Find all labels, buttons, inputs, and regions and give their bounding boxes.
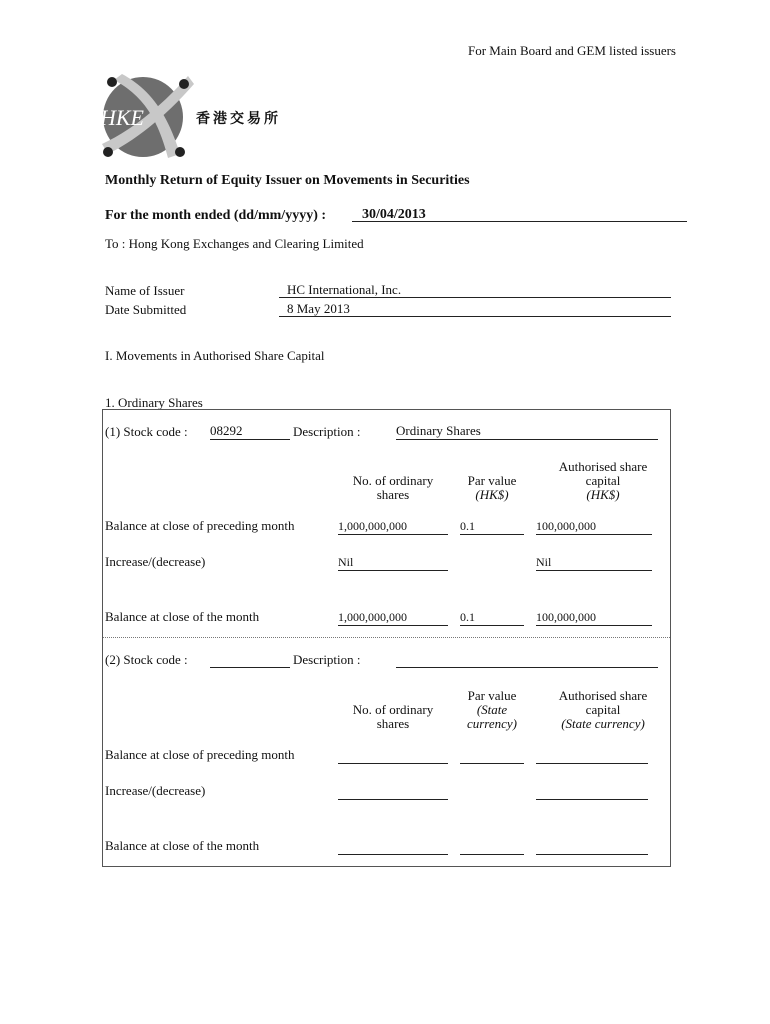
- row-label-increase-1: Increase/(decrease): [105, 554, 206, 569]
- recipient-line: To : Hong Kong Exchanges and Clearing Limited: [105, 236, 364, 251]
- col-header-par-2: [456, 689, 528, 731]
- cell-capital-increase-1[interactable]: Nil: [536, 555, 652, 571]
- col-header-shares-1-line1: No. of ordinary: [352, 473, 434, 488]
- logo-chinese-text: 香港交易所: [196, 112, 281, 127]
- col-header-shares-1: [335, 474, 451, 502]
- col-header-par-1-line2: (HK$): [475, 487, 509, 502]
- cell-shares-close-2[interactable]: [338, 839, 448, 855]
- col-header-shares-1-line2: shares: [376, 487, 410, 502]
- row-label-close-1: Balance at close of the month: [105, 609, 260, 624]
- col-header-capital-1-line1: Authorised share: [558, 459, 648, 474]
- section-heading: I. Movements in Authorised Share Capital: [105, 348, 325, 363]
- date-submitted-field[interactable]: 8 May 2013: [279, 301, 671, 317]
- col-header-capital-2-line2: capital: [585, 702, 621, 717]
- cell-capital-preceding-1[interactable]: 100,000,000: [536, 519, 652, 535]
- description-label-1: Description :: [293, 424, 361, 439]
- cell-par-close-2[interactable]: [460, 839, 524, 855]
- col-header-capital-2-line1: Authorised share: [558, 688, 648, 703]
- cell-shares-preceding-1[interactable]: 1,000,000,000: [338, 519, 448, 535]
- issuer-name-label: Name of Issuer: [105, 283, 185, 298]
- subsection-heading: 1. Ordinary Shares: [105, 395, 203, 410]
- description-field-1[interactable]: Ordinary Shares: [396, 423, 658, 440]
- col-header-par-2-line3: currency): [466, 716, 518, 731]
- cell-par-close-1[interactable]: 0.1: [460, 610, 524, 626]
- date-submitted-label: Date Submitted: [105, 302, 187, 317]
- row-label-increase-2: Increase/(decrease): [105, 783, 206, 798]
- cell-capital-close-1[interactable]: 100,000,000: [536, 610, 652, 626]
- cell-capital-increase-2[interactable]: [536, 784, 648, 800]
- col-header-capital-1-line3: (HK$): [586, 487, 620, 502]
- col-header-par-2-line1: Par value: [467, 688, 517, 703]
- col-header-shares-2-line1: No. of ordinary: [352, 702, 434, 717]
- listing-note: For Main Board and GEM listed issuers: [468, 43, 676, 58]
- month-ended-label: For the month ended (dd/mm/yyyy) :: [105, 208, 327, 223]
- cell-shares-preceding-2[interactable]: [338, 748, 448, 764]
- row-label-preceding-1: Balance at close of preceding month: [105, 518, 295, 533]
- cell-shares-close-1[interactable]: 1,000,000,000: [338, 610, 448, 626]
- stock-code-field-1[interactable]: 08292: [210, 423, 290, 440]
- month-ended-field[interactable]: 30/04/2013: [352, 207, 687, 222]
- col-header-par-1-line1: Par value: [467, 473, 517, 488]
- cell-capital-preceding-2[interactable]: [536, 748, 648, 764]
- col-header-shares-2-line2: shares: [376, 716, 410, 731]
- cell-shares-increase-1[interactable]: Nil: [338, 555, 448, 571]
- description-field-2[interactable]: [396, 651, 658, 668]
- col-header-shares-2: [335, 703, 451, 731]
- form-title: Monthly Return of Equity Issuer on Movements in Securities: [105, 173, 470, 188]
- col-header-capital-1: [540, 460, 666, 502]
- stock-code-label-2: (2) Stock code :: [105, 652, 188, 667]
- col-header-par-1: [456, 474, 528, 502]
- cell-par-preceding-1[interactable]: 0.1: [460, 519, 524, 535]
- cell-capital-close-2[interactable]: [536, 839, 648, 855]
- issuer-name-field[interactable]: HC International, Inc.: [279, 282, 671, 298]
- stock-code-label-1: (1) Stock code :: [105, 424, 188, 439]
- row-label-preceding-2: Balance at close of preceding month: [105, 747, 295, 762]
- stock-code-field-2[interactable]: [210, 651, 290, 668]
- col-header-capital-1-line2: capital: [585, 473, 621, 488]
- svg-text:HKE: HKE: [100, 105, 144, 130]
- block-divider: [103, 637, 670, 638]
- description-label-2: Description :: [293, 652, 361, 667]
- row-label-close-2: Balance at close of the month: [105, 838, 260, 853]
- hkex-logo: [96, 72, 296, 162]
- col-header-par-2-line2: (State: [476, 702, 508, 717]
- cell-par-preceding-2[interactable]: [460, 748, 524, 764]
- cell-shares-increase-2[interactable]: [338, 784, 448, 800]
- col-header-capital-2: [540, 689, 666, 731]
- col-header-capital-2-line3: (State currency): [561, 716, 645, 731]
